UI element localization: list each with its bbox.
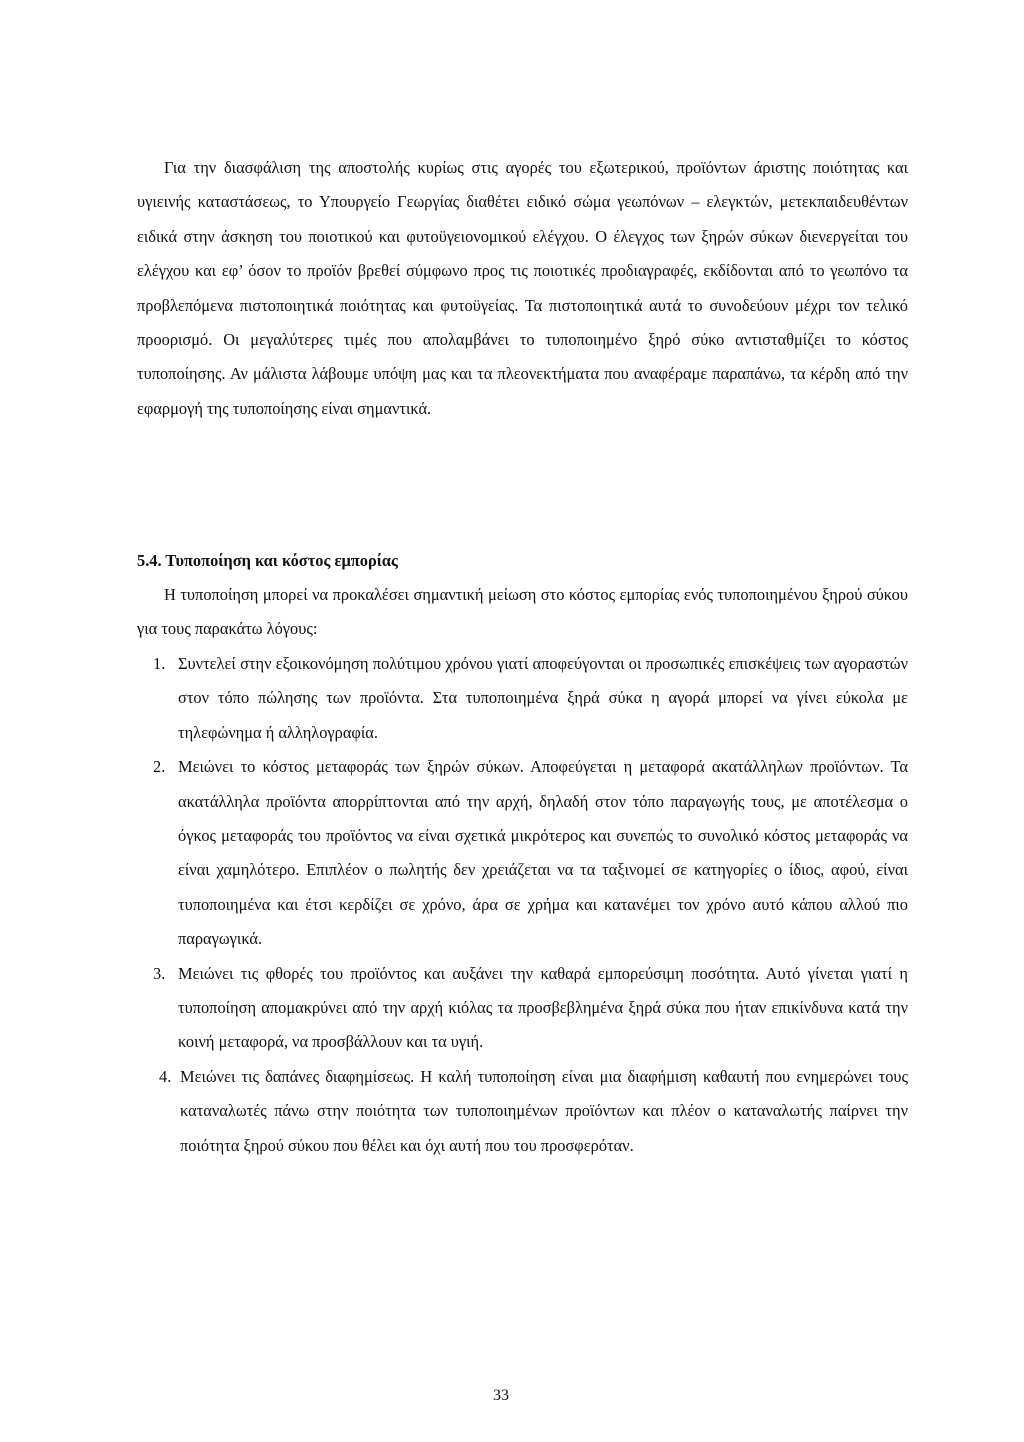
list-item	[137, 957, 908, 1060]
list-item	[137, 1060, 908, 1163]
section-intro-paragraph: Η τυποποίηση μπορεί να προκαλέσει σημαντική μείωση στο κόστος εμπορίας ενός τυποποιημένου ξηρού σύκου για τους παρακάτω λόγους:	[137, 585, 908, 639]
list-item-text: Μειώνει τις φθορές του προϊόντος και αυξάνει την καθαρά εμπορεύσιμη ποσότητα. Αυτό γίνεται γιατί η τυποποίηση απομακρύνει από την αρχή κιόλας τα προσβεβλημένα ξηρά σύκα που ήταν επικίνδυνα κατά την κοινή μεταφορά, να προσβάλλουν και τα υγιή.	[178, 963, 908, 1052]
list-item	[137, 647, 908, 750]
page-number-container	[0, 1387, 1024, 1405]
list-item-number: 2.	[153, 757, 166, 777]
reasons-list	[137, 647, 908, 1163]
list-item-number: 3.	[153, 963, 166, 983]
list-item	[137, 750, 908, 956]
intro-paragraph: Για την διασφάλιση της αποστολής κυρίως στις αγορές του εξωτερικού, προϊόντων άριστης ποιότητας και υγιεινής καταστάσεως, το Υπουργείο Γεωργίας διαθέτει ειδικό σώμα γεωπόνων – ελεγκτών, μετεκπαιδευθέντων ειδικά στην άσκηση του ποιοτικού και φυτοϋγειονομικού ελέγχου. Ο έλεγχος των ξηρών σύκων διενεργείται του ελέγχου και εφ’ όσον το προϊόν βρεθεί σύμφωνο προς τις ποιοτικές προδιαγραφές, εκδίδονται από το γεωπόνο τα προβλεπόμενα πιστοποιητικά ποιότητας και φυτοϋγείας. Τα πιστοποιητικά αυτά το συνοδεύουν μέχρι τον τελικό προορισμό. Οι μεγαλύτερες τιμές που απολαμβάνει το τυποποιημένο ξηρό σύκο αντισταθμίζει το κόστος τυποποίησης. Αν μάλιστα λάβουμε υπόψη μας και τα πλεονεκτήματα που αναφέραμε παραπάνω, τα κέρδη από την εφαρμογή της τυποποίησης είναι σημαντικά.	[137, 158, 908, 418]
list-item-text: Συντελεί στην εξοικονόμηση πολύτιμου χρόνου γιατί αποφεύγονται οι προσωπικές επισκέψεις των αγοραστών στον τόπο πώλησης των προϊόντα. Στα τυποποιημένα ξηρά σύκα η αγορά μπορεί να γίνει εύκολα με τηλεφώνημα ή αλληλογραφία.	[178, 654, 908, 742]
list-item-text: Μειώνει τις δαπάνες διαφημίσεως. Η καλή τυποποίηση είναι μια διαφήμιση καθαυτή που ενημερώνει τους καταναλωτές πάνω στην ποιότητα των τυποποιημένων προϊόντων και πλέον ο καταναλωτής παίρνει την ποιότητα ξηρού σύκου που θέλει και όχι αυτή που του προσφερόταν.	[180, 1066, 908, 1155]
section-heading: 5.4. Τυποποίηση και κόστος εμπορίας	[137, 551, 398, 570]
page-number: 33	[493, 1387, 509, 1404]
list-item-text: Μειώνει το κόστος μεταφοράς των ξηρών σύκων. Αποφεύγεται η μεταφορά ακατάλληλων προϊόντων. Τα ακατάλληλα προϊόντα απορρίπτονται από την αρχή, δηλαδή στον τόπο παραγωγής τους, με αποτέλεσμα ο όγκος μεταφοράς του προϊόντος να είναι σχετικά μικρότερος και συνεπώς το συνολικό κόστος μεταφοράς να είναι χαμηλότερο. Επιπλέον ο πωλητής δεν χρειάζεται να τα ταξινομεί σε κατηγορίες ο ίδιος, αφού, είναι τυποποιημένα και έτσι κερδίζει σε χρόνο, άρα σε χρήμα και κατανέμει τον χρόνο αυτό κάπου αλλού πιο παραγωγικά.	[178, 757, 908, 949]
list-item-number: 1.	[153, 654, 166, 673]
list-item-number: 4.	[159, 1066, 172, 1086]
